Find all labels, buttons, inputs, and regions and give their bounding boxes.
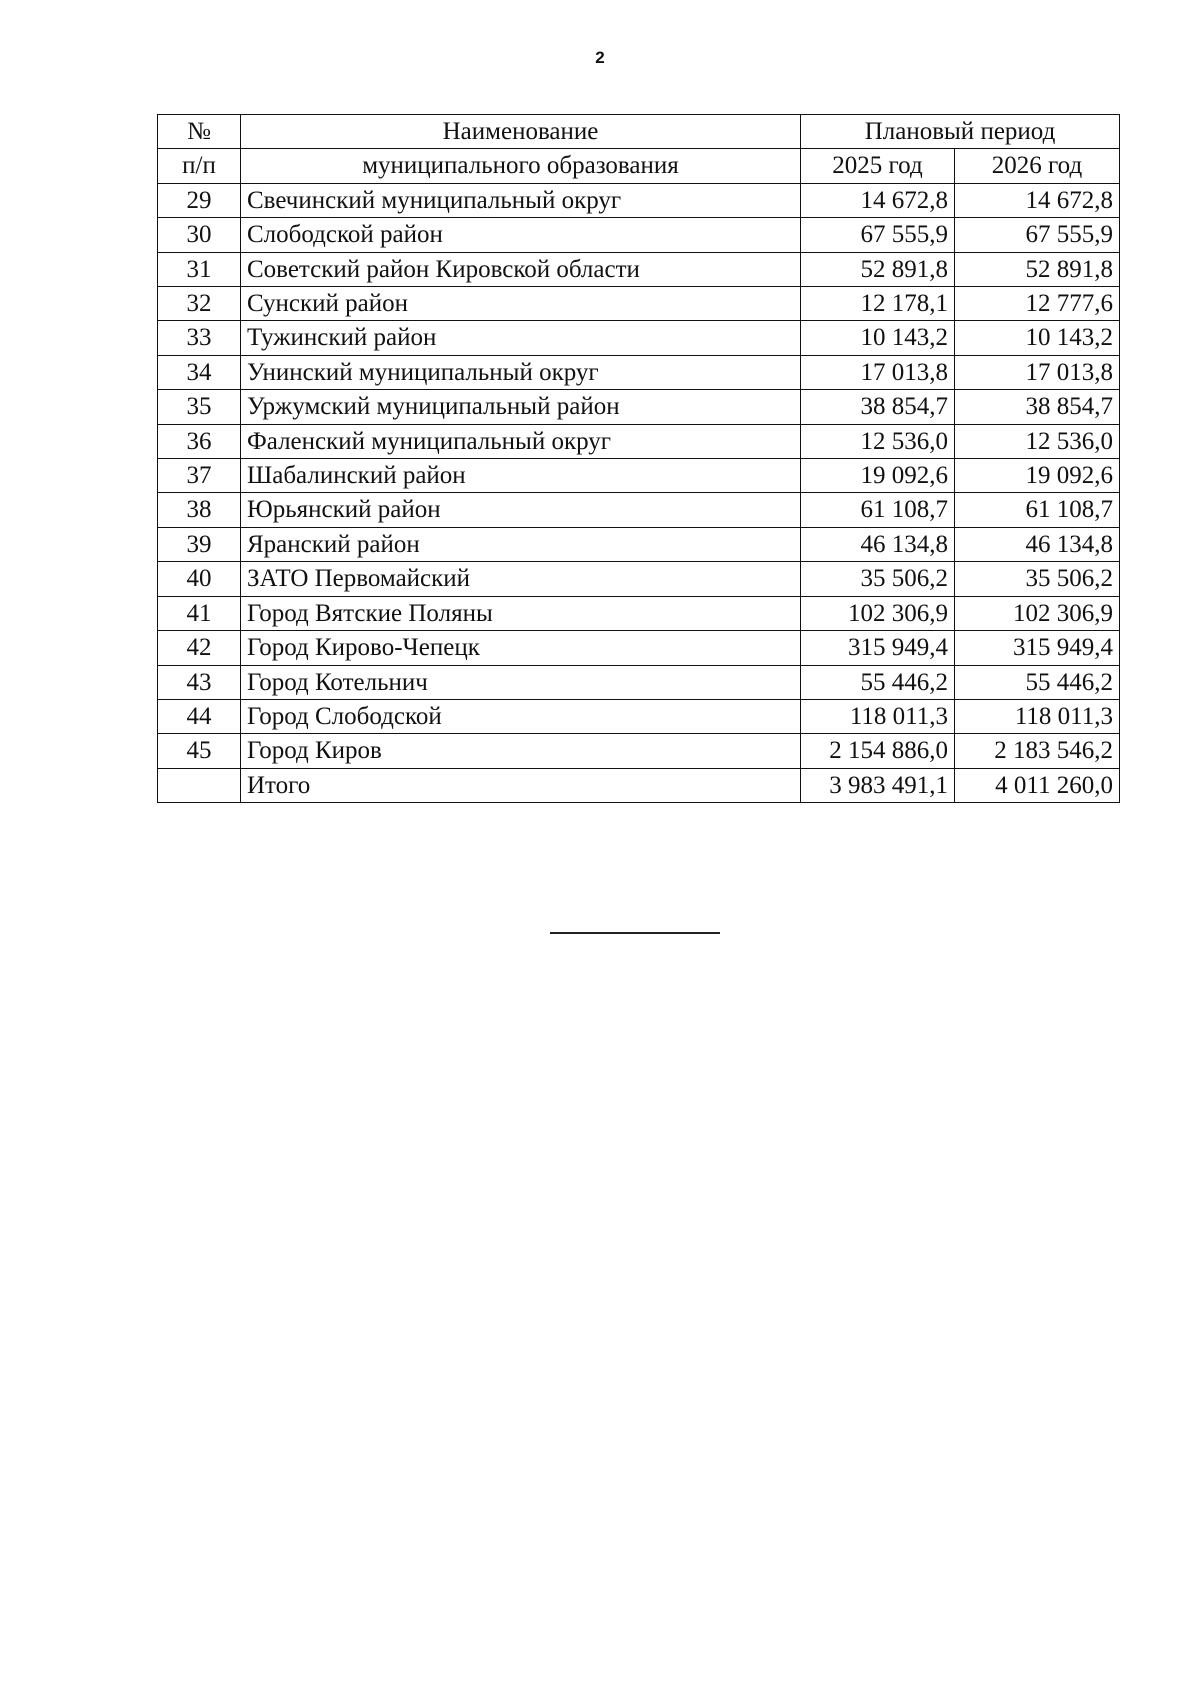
total-2025: 3 983 491,1 bbox=[801, 768, 955, 802]
row-value-2025: 46 134,8 bbox=[801, 527, 955, 561]
row-value-2025: 55 446,2 bbox=[801, 665, 955, 699]
row-number: 42 bbox=[158, 631, 241, 665]
row-value-2026: 315 949,4 bbox=[955, 631, 1120, 665]
header-row-2 bbox=[158, 149, 1120, 183]
row-number: 29 bbox=[158, 183, 241, 217]
table-row bbox=[158, 631, 1120, 665]
row-number: 43 bbox=[158, 665, 241, 699]
row-value-2026: 10 143,2 bbox=[955, 321, 1120, 355]
table-row bbox=[158, 424, 1120, 458]
row-value-2025: 12 536,0 bbox=[801, 424, 955, 458]
budget-table bbox=[157, 114, 1120, 803]
table-row bbox=[158, 665, 1120, 699]
table-row bbox=[158, 355, 1120, 389]
row-number: 30 bbox=[158, 218, 241, 252]
row-value-2025: 52 891,8 bbox=[801, 252, 955, 286]
row-name: Сунский район bbox=[241, 287, 801, 321]
header-name-line1: Наименование bbox=[241, 115, 801, 149]
row-value-2026: 14 672,8 bbox=[955, 183, 1120, 217]
row-number: 31 bbox=[158, 252, 241, 286]
row-value-2026: 12 536,0 bbox=[955, 424, 1120, 458]
header-num-line2: п/п bbox=[158, 149, 241, 183]
row-value-2025: 38 854,7 bbox=[801, 390, 955, 424]
row-name: Город Котельнич bbox=[241, 665, 801, 699]
row-value-2025: 2 154 886,0 bbox=[801, 734, 955, 768]
row-value-2026: 102 306,9 bbox=[955, 596, 1120, 630]
row-value-2026: 12 777,6 bbox=[955, 287, 1120, 321]
row-value-2025: 315 949,4 bbox=[801, 631, 955, 665]
row-name: Яранский район bbox=[241, 527, 801, 561]
table-body bbox=[158, 183, 1120, 768]
row-value-2025: 19 092,6 bbox=[801, 459, 955, 493]
row-value-2025: 17 013,8 bbox=[801, 355, 955, 389]
row-value-2025: 35 506,2 bbox=[801, 562, 955, 596]
row-value-2026: 118 011,3 bbox=[955, 699, 1120, 733]
table-row bbox=[158, 252, 1120, 286]
row-name: Город Слободской bbox=[241, 699, 801, 733]
row-value-2026: 19 092,6 bbox=[955, 459, 1120, 493]
row-value-2025: 67 555,9 bbox=[801, 218, 955, 252]
table-row bbox=[158, 699, 1120, 733]
end-divider-line bbox=[550, 932, 720, 934]
table-row bbox=[158, 459, 1120, 493]
row-number: 36 bbox=[158, 424, 241, 458]
table-footer bbox=[158, 768, 1120, 802]
row-number: 41 bbox=[158, 596, 241, 630]
header-num-line1: № bbox=[158, 115, 241, 149]
row-value-2025: 12 178,1 bbox=[801, 287, 955, 321]
row-name: Фаленский муниципальный округ bbox=[241, 424, 801, 458]
row-value-2026: 2 183 546,2 bbox=[955, 734, 1120, 768]
row-value-2025: 10 143,2 bbox=[801, 321, 955, 355]
row-name: Советский район Кировской области bbox=[241, 252, 801, 286]
row-number: 33 bbox=[158, 321, 241, 355]
row-value-2026: 17 013,8 bbox=[955, 355, 1120, 389]
row-name: Унинский муниципальный округ bbox=[241, 355, 801, 389]
row-name: Юрьянский район bbox=[241, 493, 801, 527]
header-name-line2: муниципального образования bbox=[241, 149, 801, 183]
row-name: Слободской район bbox=[241, 218, 801, 252]
header-row-1 bbox=[158, 115, 1120, 149]
row-value-2025: 118 011,3 bbox=[801, 699, 955, 733]
row-number: 35 bbox=[158, 390, 241, 424]
row-name: ЗАТО Первомайский bbox=[241, 562, 801, 596]
table-header bbox=[158, 115, 1120, 184]
table-row bbox=[158, 218, 1120, 252]
page-number: 2 bbox=[595, 48, 605, 67]
row-number: 38 bbox=[158, 493, 241, 527]
header-period: Плановый период bbox=[801, 115, 1120, 149]
row-name: Свечинский муниципальный округ bbox=[241, 183, 801, 217]
row-name: Тужинский район bbox=[241, 321, 801, 355]
row-name: Город Киров bbox=[241, 734, 801, 768]
table-row bbox=[158, 734, 1120, 768]
table-row bbox=[158, 596, 1120, 630]
row-number: 45 bbox=[158, 734, 241, 768]
header-year-2026: 2026 год bbox=[955, 149, 1120, 183]
row-value-2026: 67 555,9 bbox=[955, 218, 1120, 252]
row-value-2026: 35 506,2 bbox=[955, 562, 1120, 596]
row-number: 34 bbox=[158, 355, 241, 389]
row-number: 44 bbox=[158, 699, 241, 733]
total-num-cell bbox=[158, 768, 241, 802]
total-2026: 4 011 260,0 bbox=[955, 768, 1120, 802]
row-value-2026: 38 854,7 bbox=[955, 390, 1120, 424]
row-value-2025: 14 672,8 bbox=[801, 183, 955, 217]
row-number: 32 bbox=[158, 287, 241, 321]
table-row bbox=[158, 287, 1120, 321]
table-row bbox=[158, 562, 1120, 596]
row-number: 40 bbox=[158, 562, 241, 596]
row-value-2025: 61 108,7 bbox=[801, 493, 955, 527]
row-name: Город Вятские Поляны bbox=[241, 596, 801, 630]
table-row bbox=[158, 390, 1120, 424]
total-row bbox=[158, 768, 1120, 802]
table-row bbox=[158, 527, 1120, 561]
table-row bbox=[158, 321, 1120, 355]
row-value-2025: 102 306,9 bbox=[801, 596, 955, 630]
row-number: 37 bbox=[158, 459, 241, 493]
row-number: 39 bbox=[158, 527, 241, 561]
row-name: Уржумский муниципальный район bbox=[241, 390, 801, 424]
table-row bbox=[158, 183, 1120, 217]
row-name: Город Кирово-Чепецк bbox=[241, 631, 801, 665]
row-value-2026: 55 446,2 bbox=[955, 665, 1120, 699]
header-year-2025: 2025 год bbox=[801, 149, 955, 183]
row-value-2026: 46 134,8 bbox=[955, 527, 1120, 561]
total-label: Итого bbox=[241, 768, 801, 802]
row-name: Шабалинский район bbox=[241, 459, 801, 493]
table-row bbox=[158, 493, 1120, 527]
row-value-2026: 52 891,8 bbox=[955, 252, 1120, 286]
row-value-2026: 61 108,7 bbox=[955, 493, 1120, 527]
